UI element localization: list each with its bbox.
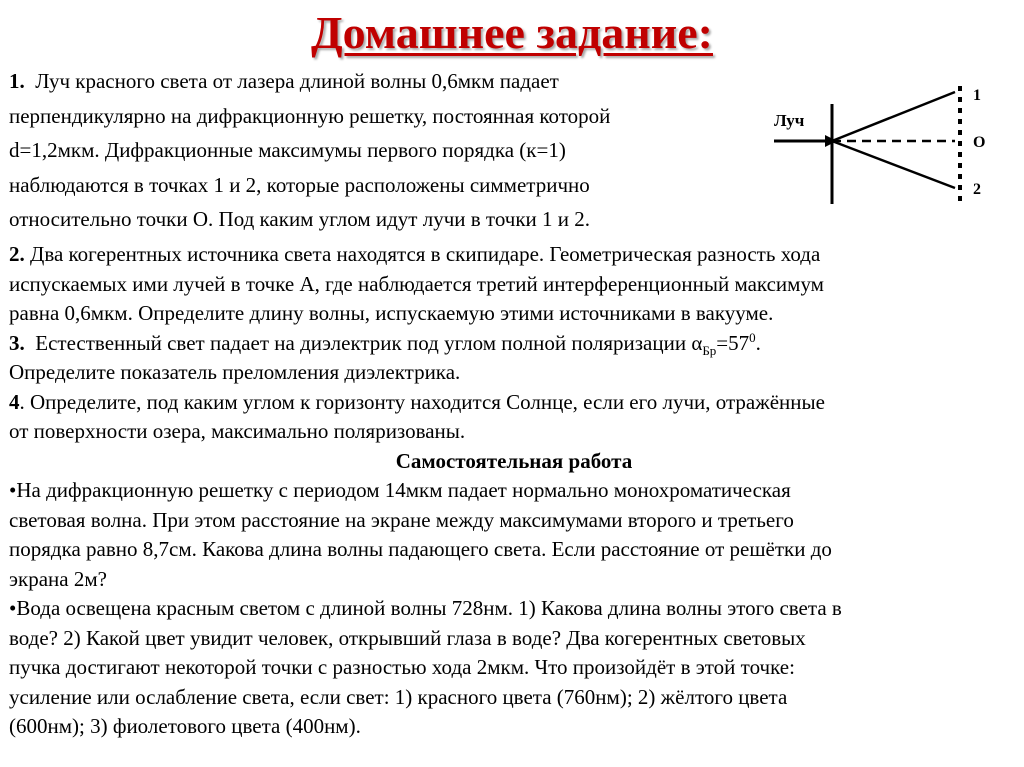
independent-item-1-line-3: порядка равно 8,7см. Какова длина волны падающего света. Если расстояние от решётки до — [9, 537, 832, 561]
independent-item-2-line-3: пучка достигают некоторой точки с разностью хода 2мкм. Что произойдёт в этой точке: — [9, 655, 795, 679]
ray-label: Луч — [774, 111, 805, 130]
diffraction-diagram — [770, 78, 1000, 218]
independent-item-2-line-2: воде? 2) Какой цвет увидит человек, открывший глаза в воде? Два когерентных световых — [9, 625, 806, 650]
task-1-line-4: наблюдаются в точках 1 и 2, которые расположены симметрично — [9, 172, 590, 197]
task-3-subscript: Бр — [702, 342, 717, 358]
task-2-line-1 — [9, 240, 1019, 270]
independent-item-1-line-1: •На дифракционную решетку с периодом 14мкм падает нормально монохроматическая — [9, 478, 791, 502]
task-4-line-1 — [9, 388, 1019, 418]
ray-to-point-2 — [832, 141, 955, 188]
task-3-text-after: . — [755, 330, 761, 355]
point-1-label: 1 — [973, 87, 981, 104]
task-1-line-2: перпендикулярно на дифракционную решетку, постоянная которой — [9, 103, 611, 128]
independent-item-1-line-4: экрана 2м? — [9, 566, 107, 591]
task-1-number: 1. — [9, 69, 25, 93]
task-4-number: 4 — [9, 389, 20, 414]
task-2-text-1: Два когерентных источника света находятся в скипидаре. Геометрическая разность хода — [30, 242, 821, 266]
task-1-line-1 — [9, 64, 759, 99]
task-1-text-1: Луч красного света от лазера длиной волны 0,6мкм падает — [35, 69, 559, 93]
task-1-line-3: d=1,2мкм. Дифракционные максимумы первого порядка (к=1) — [9, 138, 566, 162]
independent-item-2-line-1: •Вода освещена красным светом с длиной волны 728нм. 1) Какова длина волны этого света в — [9, 596, 842, 620]
task-4-text-1: . Определите, под каким углом к горизонту находится Солнце, если его лучи, отражённые — [19, 389, 825, 414]
task-1-line-5: относительно точки О. Под каким углом идут лучи в точки 1 и 2. — [9, 207, 591, 231]
task-3-text-before: Естественный свет падает на диэлектрик под углом полной поляризации α — [35, 330, 703, 355]
tasks-body — [9, 240, 1019, 742]
task-2-line-3: равна 0,6мкм. Определите длину волны, испускаемую этими источниками в вакууме. — [9, 301, 774, 325]
task-3-text-mid: =57 — [716, 330, 750, 355]
task-1 — [9, 64, 759, 237]
task-3-superscript: 0 — [749, 329, 756, 345]
point-2-label: 2 — [973, 181, 981, 198]
independent-item-2-line-5: (600нм); 3) фиолетового цвета (400нм). — [9, 714, 361, 738]
independent-item-2-line-4: усиление или ослабление света, если свет: 1) красного цвета (760нм); 2) жёлтого цвета — [9, 684, 788, 709]
task-3-line-2: Определите показатель преломления диэлектрика. — [9, 360, 461, 384]
task-3-number: 3. — [9, 330, 25, 355]
independent-item-1-line-2: световая волна. При этом расстояние на экране между максимумами второго и третьего — [9, 507, 794, 532]
page-title: Домашнее задание: — [311, 7, 713, 58]
point-o-label: O — [973, 134, 986, 151]
independent-work-heading: Самостоятельная работа — [395, 448, 633, 473]
task-4-line-2: от поверхности озера, максимально поляризованы. — [9, 419, 466, 443]
task-3-line-1 — [9, 329, 1019, 359]
task-2-number: 2. — [9, 242, 25, 266]
task-2-line-2: испускаемых ими лучей в точке А, где наблюдается третий интерференционный максимум — [9, 271, 824, 296]
ray-to-point-1 — [832, 92, 955, 141]
